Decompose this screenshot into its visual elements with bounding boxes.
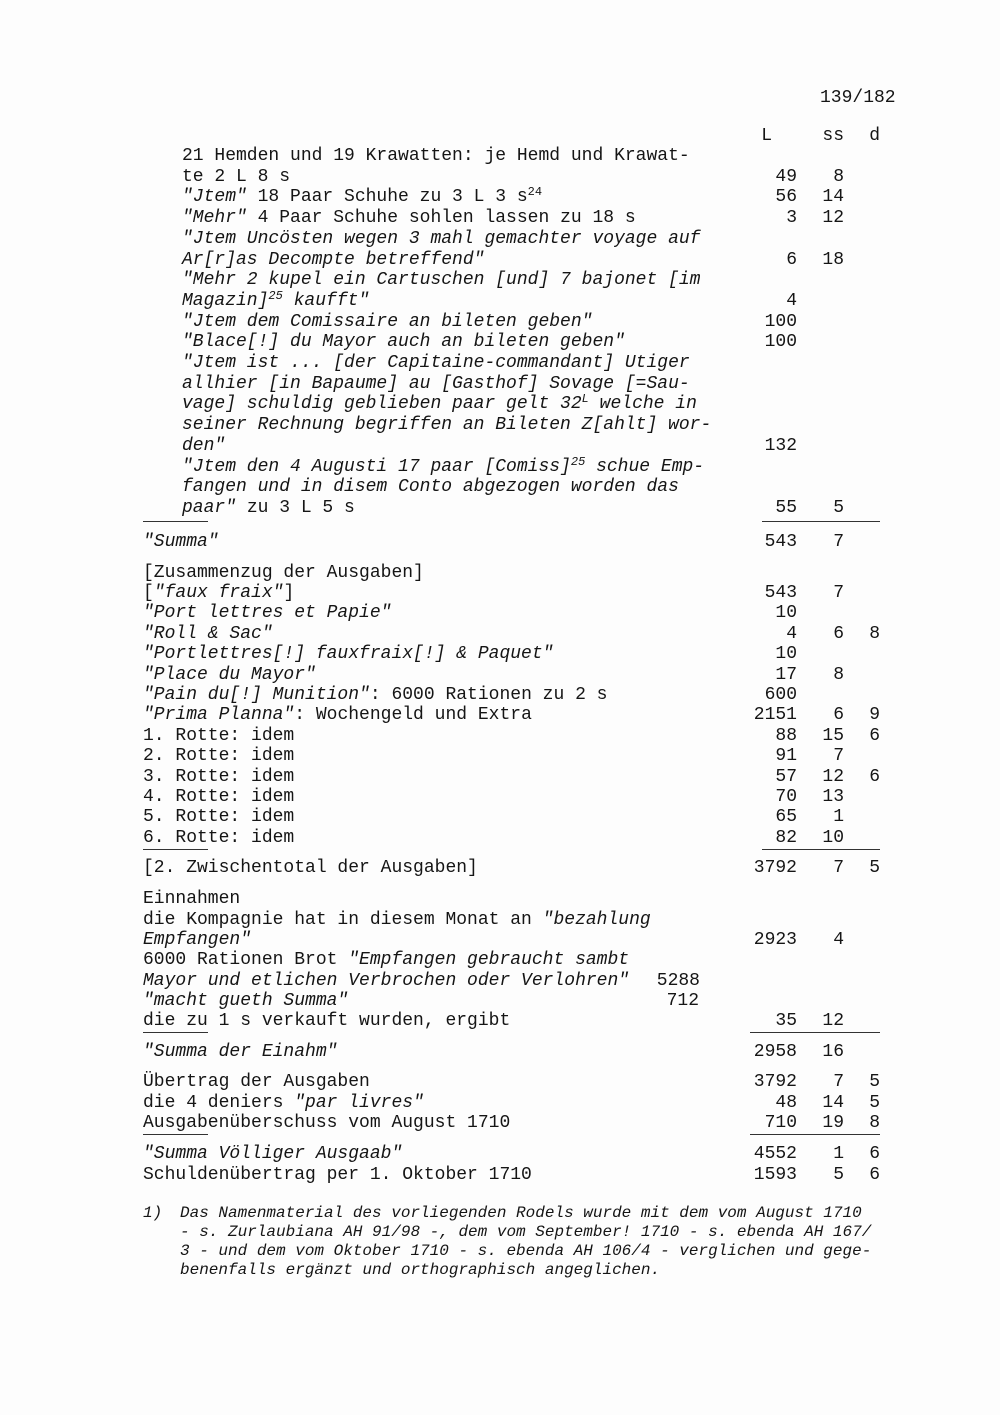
income-line: "macht gueth Summa" (143, 991, 349, 1011)
text-run: kaufft" (282, 290, 370, 311)
rule-right (750, 1134, 880, 1135)
footnote-ref: 25 (268, 288, 283, 303)
text-run: "Mehr 2 kupel ein Cartuschen [und] 7 bajonet [im (182, 270, 701, 291)
entry-line (182, 394, 697, 414)
amount-livres: 4552 (753, 1144, 797, 1164)
transfer-row (143, 1093, 424, 1113)
summa-label (143, 532, 219, 552)
text-run: "bezahlung (542, 910, 651, 930)
text-run: "Jtem dem Comissaire an bileten geben" (182, 311, 593, 332)
amount-livres: 57 (775, 766, 797, 787)
footnote-ref: 24 (527, 185, 543, 200)
amount-sols: 10 (822, 827, 844, 848)
expense-row (143, 767, 294, 787)
income-line: Mayor und etlichen Verbrochen oder Verlohren" (143, 971, 630, 991)
entry-line (182, 146, 690, 166)
text-run: 4 Paar Schuhe sohlen lassen zu 18 s (246, 208, 636, 229)
amount-sols: 14 (822, 187, 844, 208)
amount-livres: 3792 (753, 1072, 797, 1092)
amount-sols: 7 (833, 583, 844, 603)
entry-line (182, 288, 370, 311)
text-run: die Kompagnie hat in diesem Monat an (143, 910, 543, 930)
amount-sols: 19 (822, 1113, 844, 1134)
text-run: 21 Hemden und 19 Krawatten: je Hemd und Krawat- (182, 146, 690, 166)
text-run: Übertrag der Ausgaben (143, 1072, 370, 1092)
col-header-sols: ss (822, 126, 844, 146)
amount-sols: 12 (822, 1011, 844, 1031)
expense-row (143, 807, 294, 827)
amount-sols: 7 (833, 746, 844, 767)
entry-line (182, 167, 290, 187)
amount-sols: 1 (833, 807, 844, 828)
amount-livres: 6 (786, 249, 797, 270)
text-run: Ar[r]as Decompte betreffend" (182, 249, 485, 270)
transfer-row (143, 1113, 510, 1133)
amount-sols: 18 (822, 249, 844, 270)
income-heading: Einnahmen (143, 889, 241, 909)
text-run: welche in (588, 394, 697, 415)
amount-livres: 710 (764, 1113, 797, 1134)
entry-line (182, 477, 679, 497)
amount-sols: 7 (833, 858, 844, 878)
expense-row (143, 603, 391, 623)
subtotal-label: [2. Zwischentotal der Ausgaben] (143, 858, 478, 878)
col-header-deniers: d (869, 126, 880, 146)
amount-sols: 4 (833, 930, 844, 950)
amount-livres: 3792 (753, 858, 797, 878)
amount-deniers: 8 (869, 623, 880, 644)
text-run: 3. Rotte: idem (143, 766, 295, 787)
footnote-ref: L (581, 392, 589, 407)
text-run: "Summa" (143, 532, 219, 552)
amount-livres: 132 (764, 435, 797, 456)
text-run: schue Emp- (585, 456, 705, 477)
amount-sols: 7 (833, 532, 844, 552)
col-header-livres: L (761, 126, 772, 146)
amount-deniers: 5 (869, 1092, 880, 1113)
expense-row (143, 746, 294, 766)
amount-livres: 543 (764, 532, 797, 552)
amount-sols: 12 (822, 208, 844, 229)
amount-deniers: 6 (869, 1144, 880, 1164)
text-run: "Place du Mayor" (143, 664, 316, 685)
text-run: 6. Rotte: idem (143, 827, 295, 848)
amount-livres: 2923 (753, 930, 797, 950)
expense-row (143, 644, 553, 664)
expense-row (143, 685, 607, 705)
amount-sols: 16 (822, 1042, 844, 1062)
text-run: 4. Rotte: idem (143, 787, 295, 807)
amount-livres: 100 (764, 332, 797, 353)
amount-livres: 17 (775, 664, 797, 685)
entry-line (182, 415, 711, 435)
amount-sols: 6 (833, 623, 844, 644)
footnote-marker: 1) (143, 1204, 163, 1222)
rule-right (762, 521, 880, 522)
footnote-ref: 25 (570, 454, 586, 469)
amount-livres: 1593 (753, 1164, 797, 1185)
text-run: [ (143, 583, 154, 603)
amount-livres: 88 (775, 725, 797, 746)
amount-deniers: 8 (869, 1113, 880, 1134)
expense-row (143, 583, 294, 603)
text-run: zu 3 L 5 s (236, 497, 355, 518)
amount-livres: 10 (775, 644, 797, 665)
amount-deniers: 6 (869, 725, 880, 746)
entry-line (182, 436, 225, 456)
entry-line (182, 454, 705, 477)
expense-row (143, 624, 273, 644)
amount-livres: 48 (775, 1092, 797, 1113)
text-run: "Jtem Uncösten wegen 3 mahl gemachter voyage auf (182, 228, 701, 249)
footnote-line: - s. Zurlaubiana AH 91/98 -, dem vom September! 1710 - s. ebenda AH 167/ (180, 1223, 872, 1241)
income-line (143, 950, 629, 970)
footnote-line: benenfalls ergänzt und orthographisch angeglichen. (180, 1261, 661, 1279)
amount-sols: 8 (833, 166, 844, 187)
amount-livres: 2958 (753, 1042, 797, 1062)
entry-line (182, 353, 690, 373)
footnote-line: Das Namenmaterial des vorliegenden Rodels wurde mit dem vom August 1710 (180, 1204, 862, 1222)
text-run: : 6000 Rationen zu 2 s (369, 685, 608, 705)
text-run: paar" (182, 497, 237, 518)
text-run: "Summa Völliger Ausgaab" (143, 1144, 403, 1164)
expense-row (143, 705, 532, 725)
rule-left (143, 849, 208, 850)
amount-livres: 543 (764, 583, 797, 603)
text-run: "Port lettres et Papie" (143, 603, 392, 624)
text-run: 18 Paar Schuhe zu 3 L 3 s (246, 187, 528, 208)
rule-left (143, 521, 208, 522)
entry-line (182, 208, 636, 228)
rule-left (143, 1134, 208, 1135)
expense-row (143, 665, 316, 685)
amount-livres: 82 (775, 827, 797, 848)
text-run: "Jtem" (182, 187, 247, 208)
text-run: vage] schuldig geblieben paar gelt 32 (182, 394, 582, 415)
amount-livres: 55 (775, 497, 797, 518)
rule-right (750, 1032, 880, 1033)
entry-line (182, 312, 592, 332)
text-run: te 2 L 8 s (182, 166, 291, 187)
text-run: Magazin] (182, 290, 269, 311)
expense-row (143, 787, 294, 807)
final-row (143, 1144, 402, 1164)
amount-livres: 4 (786, 290, 797, 311)
amount-deniers: 6 (869, 766, 880, 787)
transfer-row (143, 1072, 370, 1092)
amount-sols: 7 (833, 1072, 844, 1092)
text-run: 2. Rotte: idem (143, 746, 295, 767)
income-line (143, 910, 651, 930)
text-run: "Jtem ist ... [der Capitaine-commandant] Utiger (182, 353, 690, 373)
text-run: "Roll & Sac" (143, 623, 273, 644)
text-run: "Blace[!] du Mayor auch an bileten geben" (182, 332, 625, 353)
page-number: 139/182 (820, 88, 896, 108)
amount-livres: 3 (786, 208, 797, 229)
expense-row (143, 828, 294, 848)
amount-livres: 49 (775, 166, 797, 187)
amount-sols: 13 (822, 787, 844, 807)
text-run: "Prima Planna" (143, 705, 295, 726)
text-run: "Mehr" (182, 208, 247, 229)
rule-right (762, 849, 880, 850)
amount-livres: 65 (775, 807, 797, 828)
text-run: "par livres" (294, 1092, 424, 1113)
amount-livres: 100 (764, 311, 797, 332)
amount-deniers: 5 (869, 858, 880, 878)
text-run: "faux fraix" (153, 583, 284, 603)
entry-line (182, 250, 484, 270)
entry-line (182, 187, 542, 207)
amount-livres: 56 (775, 187, 797, 208)
text-run: ] (283, 583, 295, 603)
final-row (143, 1165, 532, 1185)
text-run: 6000 Rationen Brot (143, 950, 349, 970)
text-run: "Jtem den 4 Augusti 17 paar [Comiss] (182, 456, 571, 477)
entry-line (182, 498, 355, 518)
text-run: 5. Rotte: idem (143, 807, 295, 828)
amount-sols: 12 (822, 766, 844, 787)
text-run: "Pain du[!] Munition" (143, 685, 370, 705)
amount-sols: 5 (833, 497, 844, 518)
ration-count: 712 (666, 991, 699, 1011)
text-run: 1. Rotte: idem (143, 725, 295, 746)
text-run: fangen und in disem Conto abgezogen worden das (182, 477, 679, 498)
amount-sols: 6 (833, 705, 844, 726)
amount-deniers: 6 (869, 1164, 880, 1185)
amount-sols: 15 (822, 725, 844, 746)
income-line: die zu 1 s verkauft wurden, ergibt (143, 1011, 511, 1031)
text-run: : Wochengeld und Extra (294, 705, 532, 726)
text-run: den" (182, 435, 226, 456)
amount-livres: 4 (786, 623, 797, 644)
entry-line (182, 270, 700, 290)
amount-deniers: 5 (869, 1072, 880, 1092)
footnote-line: 3 - und dem vom Oktober 1710 - s. ebenda AH 106/4 - verglichen und gege- (180, 1242, 872, 1260)
entry-line (182, 332, 625, 352)
amount-livres: 600 (764, 685, 797, 705)
entry-line (182, 229, 700, 249)
text-run: seiner Rechnung begriffen an Bileten Z[ahlt] wor- (182, 415, 712, 436)
amount-sols: 1 (833, 1144, 844, 1164)
text-run: "Empfangen gebraucht sambt (348, 950, 630, 970)
income-line: Empfangen" (143, 930, 252, 950)
text-run: Ausgabenüberschuss vom August 1710 (143, 1113, 511, 1134)
amount-livres: 91 (775, 746, 797, 767)
income-total-label: "Summa der Einahm" (143, 1042, 338, 1062)
text-run: "Portlettres[!] fauxfraix[!] & Paquet" (143, 644, 554, 665)
amount-livres: 35 (775, 1011, 797, 1031)
amount-deniers: 9 (869, 705, 880, 726)
amount-sols: 5 (833, 1164, 844, 1185)
amount-livres: 10 (775, 603, 797, 624)
entry-line (182, 374, 690, 394)
amount-sols: 8 (833, 664, 844, 685)
rule-left (143, 1032, 208, 1033)
section-heading: [Zusammenzug der Ausgaben] (143, 563, 424, 583)
expense-row (143, 726, 294, 746)
amount-sols: 14 (822, 1092, 844, 1113)
amount-livres: 2151 (753, 705, 797, 726)
text-run: allhier [in Bapaume] au [Gasthof] Sovage [=Sau- (182, 373, 690, 394)
text-run: Schuldenübertrag per 1. Oktober 1710 (143, 1164, 532, 1185)
amount-livres: 70 (775, 787, 797, 807)
ration-count: 5288 (656, 971, 700, 991)
text-run: die 4 deniers (143, 1092, 295, 1113)
